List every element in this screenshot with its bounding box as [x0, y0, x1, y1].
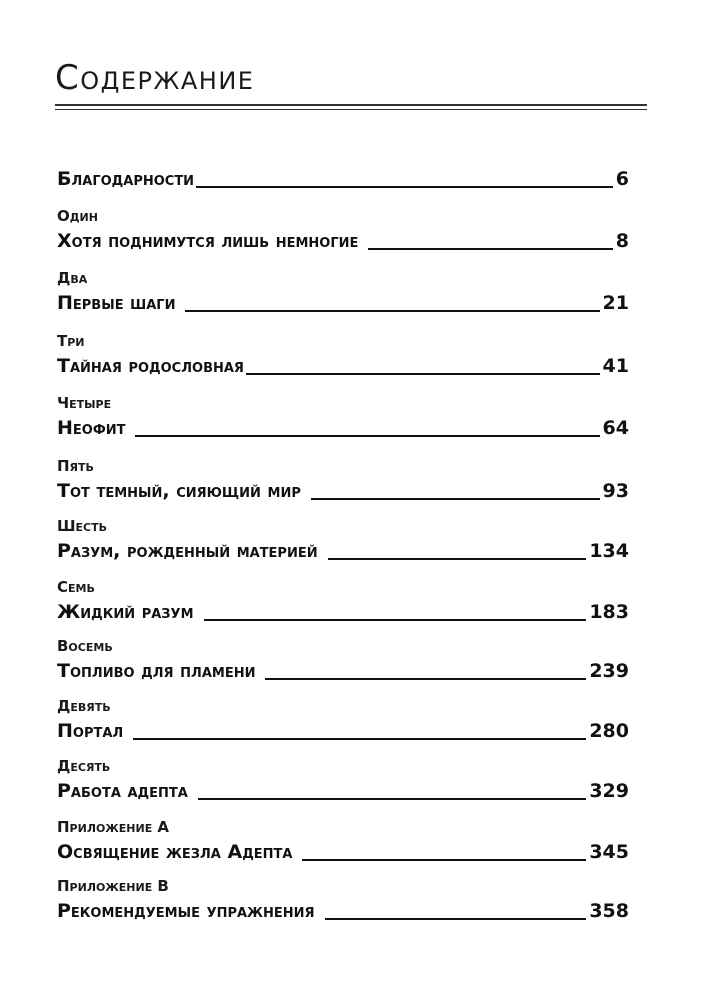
dot-leader [265, 676, 586, 680]
toc-entry-appendix-a[interactable] [57, 817, 629, 867]
dot-leader [328, 556, 587, 560]
title-rule-thin [55, 109, 647, 110]
toc-entry-chapter-9[interactable] [57, 696, 629, 746]
toc-line [57, 716, 629, 746]
toc-line [57, 164, 629, 194]
toc-entry-title: Благодарности [57, 168, 195, 190]
toc-page-number: 134 [589, 540, 629, 562]
toc-entry-chapter-6[interactable] [57, 516, 629, 566]
toc-entry-acknowledgements[interactable] [57, 164, 629, 194]
toc-line [57, 288, 629, 318]
toc-entry-chapter-10[interactable] [57, 756, 629, 806]
toc-entry-appendix-b[interactable] [57, 876, 629, 926]
toc-entry-chapter-7[interactable] [57, 577, 629, 627]
toc-entry-chapter-2[interactable] [57, 268, 629, 318]
dot-leader [368, 246, 612, 250]
toc-line [57, 896, 629, 926]
dot-leader [133, 736, 586, 740]
toc-line [57, 837, 629, 867]
toc-entry-chapter-8[interactable] [57, 636, 629, 686]
toc-entry-title: Неофит [57, 417, 126, 439]
toc-entry-title: Работа адепта [57, 780, 188, 802]
toc-entry-title: Тот темный, сияющий мир [57, 480, 301, 502]
dot-leader [196, 184, 613, 188]
toc-line [57, 536, 629, 566]
toc-entry-title: Освящение жезла Адепта [57, 841, 293, 863]
chapter-label: Два [57, 269, 88, 287]
toc-entry-title: Первые шаги [57, 292, 176, 314]
toc-page-number: 64 [602, 417, 629, 439]
toc-entry-title: Хотя поднимутся лишь немногие [57, 230, 359, 252]
toc-line [57, 776, 629, 806]
chapter-label: Один [57, 207, 98, 225]
toc-page-number: 280 [589, 720, 629, 742]
toc-entry-title: Жидкий разум [57, 601, 194, 623]
dot-leader [325, 916, 587, 920]
dot-leader [302, 857, 586, 861]
toc-entry-chapter-4[interactable] [57, 393, 629, 443]
toc-entry-chapter-5[interactable] [57, 456, 629, 506]
toc-entry-title: Топливо для пламени [57, 660, 256, 682]
toc-page-number: 329 [589, 780, 629, 802]
toc-entry-title: Портал [57, 720, 124, 742]
toc-page-number: 345 [589, 841, 629, 863]
chapter-label: Семь [57, 578, 95, 596]
toc-line [57, 413, 629, 443]
chapter-label: Три [57, 332, 85, 350]
chapter-label: Шесть [57, 517, 108, 535]
chapter-label: Десять [57, 757, 111, 775]
toc-page-number: 183 [589, 601, 629, 623]
chapter-label: Приложение В [57, 877, 169, 895]
toc-entry-title: Тайная родословная [57, 355, 244, 377]
chapter-label: Девять [57, 697, 111, 715]
dot-leader [135, 433, 599, 437]
dot-leader [198, 796, 587, 800]
chapter-label: Восемь [57, 637, 113, 655]
chapter-label: Приложение А [57, 818, 170, 836]
dot-leader [185, 308, 599, 312]
toc-page-number: 8 [615, 230, 629, 252]
chapter-label: Четыре [57, 394, 112, 412]
toc-line [57, 226, 629, 256]
toc-page-number: 6 [615, 168, 629, 190]
toc-line [57, 476, 629, 506]
toc-page-number: 21 [602, 292, 629, 314]
toc-entry-title: Рекомендуемые упражнения [57, 900, 315, 922]
dot-leader [311, 496, 600, 500]
toc-page-number: 93 [602, 480, 629, 502]
toc-line [57, 597, 629, 627]
title-rule-thick [55, 104, 647, 106]
toc-page-number: 358 [589, 900, 629, 922]
toc-page-number: 239 [589, 660, 629, 682]
toc-entry-chapter-1[interactable] [57, 206, 629, 256]
dot-leader [204, 617, 587, 621]
dot-leader [246, 371, 600, 375]
chapter-label: Пять [57, 457, 94, 475]
toc-line [57, 656, 629, 686]
toc-line [57, 351, 629, 381]
toc-entry-title: Разум, рожденный материей [57, 540, 318, 562]
toc-entry-chapter-3[interactable] [57, 331, 629, 381]
page-title: Содержание [55, 58, 255, 98]
toc-page-number: 41 [602, 355, 629, 377]
